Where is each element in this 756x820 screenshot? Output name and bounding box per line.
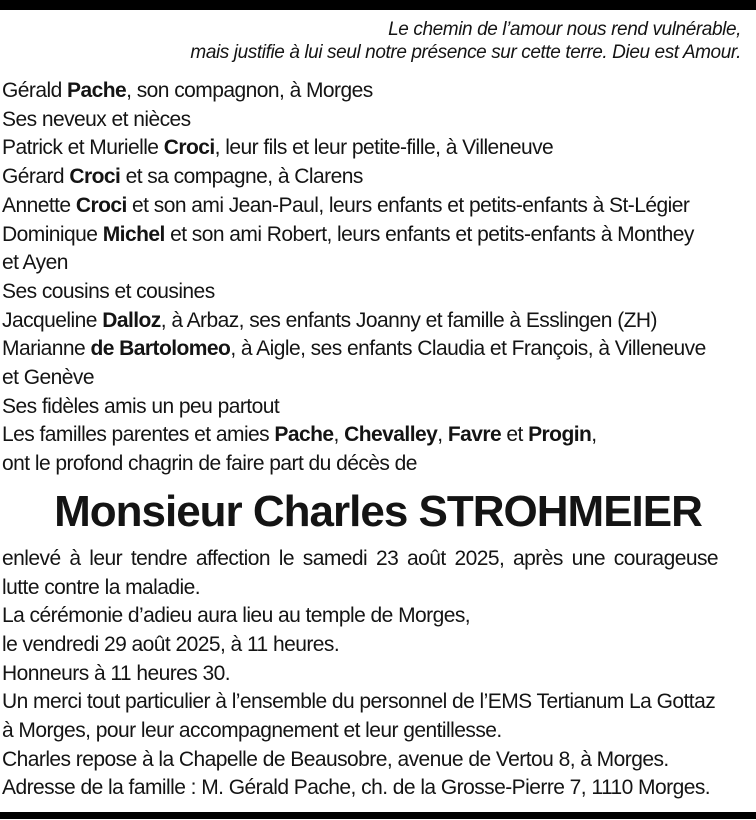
deceased-name-title: Monsieur Charles STROHMEIER [54, 486, 702, 536]
family-surname: de Bartolomeo [90, 337, 231, 361]
notice-line [2, 545, 756, 574]
notice-line [2, 307, 756, 336]
family-surname: Pache [274, 423, 334, 447]
notice-text: Gérald [2, 79, 68, 102]
notice-text: à Morges, pour leur accompagnement et leur gentillesse. [2, 719, 502, 743]
notice-text: Les familles parentes et amies [2, 423, 275, 447]
notice-text: , à Aigle, ses enfants Claudia et François, à Villeneuve [230, 337, 706, 361]
notice-line [2, 774, 756, 803]
notice-text: , [437, 423, 448, 447]
bottom-border-rule [0, 812, 756, 819]
top-border-rule [0, 0, 756, 10]
notice-line [2, 192, 756, 221]
notice-line [2, 421, 756, 450]
notice-text: , son compagnon, à Morges [126, 79, 373, 102]
family-surname: Croci [75, 193, 127, 217]
notice-text: le vendredi 29 août 2025, à 11 heures. [2, 632, 340, 656]
notice-line [2, 717, 756, 746]
notice-text: , [333, 423, 345, 447]
notice-text: Marianne [2, 337, 91, 361]
notice-text: Ses fidèles amis un peu partout [2, 394, 280, 418]
notice-text: et Ayen [2, 251, 68, 275]
notice-line [2, 163, 756, 192]
notice-text: Ses neveux et nièces [2, 107, 191, 131]
notice-text: Patrick et Murielle [2, 136, 164, 160]
notice-text: Un merci tout particulier à l’ensemble du personnel de l’EMS Tertianum La Gottaz [2, 690, 716, 714]
notice-text: Charles repose à la Chapelle de Beausobre, avenue de Vertou 8, à Morges. [2, 747, 669, 771]
family-surname: Pache [67, 79, 127, 102]
notice-line [2, 746, 756, 775]
family-surname: Michel [102, 222, 165, 246]
notice-line [2, 106, 756, 135]
epigraph-line-2: mais justifie à lui seul notre présence sur cette terre. Dieu est Amour. [190, 42, 741, 63]
notice-line [2, 602, 756, 631]
relatives-list [0, 77, 756, 479]
notice-text: et son ami Jean-Paul, leurs enfants et petits-enfants à St-Légier [126, 193, 690, 217]
notice-text: Jacqueline [2, 308, 103, 332]
notice-text: , [591, 423, 597, 447]
notice-text: La cérémonie d’adieu aura lieu au temple de Morges, [2, 604, 471, 628]
notice-text: et sa compagne, à Clarens [120, 165, 363, 189]
notice-text: et son ami Robert, leurs enfants et petits-enfants à Monthey [164, 222, 694, 246]
epigraph-line-1: Le chemin de l’amour nous rend vulnérable, [388, 19, 741, 40]
family-surname: Croci [163, 136, 215, 160]
notice-text: Gérard [2, 165, 70, 189]
notice-text: Annette [2, 193, 76, 217]
notice-text: lutte contre la maladie. [2, 575, 201, 599]
notice-line [2, 77, 756, 106]
notice-line [2, 450, 756, 479]
notice-line [2, 574, 756, 603]
funeral-details-list [0, 545, 756, 803]
notice-text: Honneurs à 11 heures 30. [2, 661, 231, 685]
notice-line [2, 364, 756, 393]
notice-line [2, 631, 756, 660]
family-surname: Chevalley [344, 423, 438, 447]
notice-text: enlevé à leur tendre affection le samedi 23 août 2025, après une courageuse [2, 546, 719, 570]
epigraph [0, 18, 756, 64]
notice-text: , à Arbaz, ses enfants Joanny et famille à Esslingen (ZH) [160, 308, 657, 332]
notice-line [2, 660, 756, 689]
notice-text: , leur fils et leur petite-fille, à Villeneuve [214, 136, 554, 160]
family-surname: Dalloz [102, 308, 161, 332]
notice-line [2, 249, 756, 278]
notice-line [2, 221, 756, 250]
notice-text: ont le profond chagrin de faire part du décès de [2, 452, 417, 476]
notice-line [2, 134, 756, 163]
notice-text: Adresse de la famille : M. Gérald Pache, ch. de la Grosse-Pierre 7, 1110 Morges. [2, 776, 711, 800]
notice-text: Dominique [2, 222, 103, 246]
family-surname: Progin [528, 423, 592, 447]
notice-text: Ses cousins et cousines [2, 279, 215, 303]
notice-line [2, 335, 756, 364]
notice-text: et [501, 423, 529, 447]
notice-text: et Genève [2, 366, 94, 390]
notice-line [2, 688, 756, 717]
notice-line [2, 278, 756, 307]
notice-line [2, 393, 756, 422]
family-surname: Favre [447, 423, 502, 447]
family-surname: Croci [69, 165, 121, 189]
